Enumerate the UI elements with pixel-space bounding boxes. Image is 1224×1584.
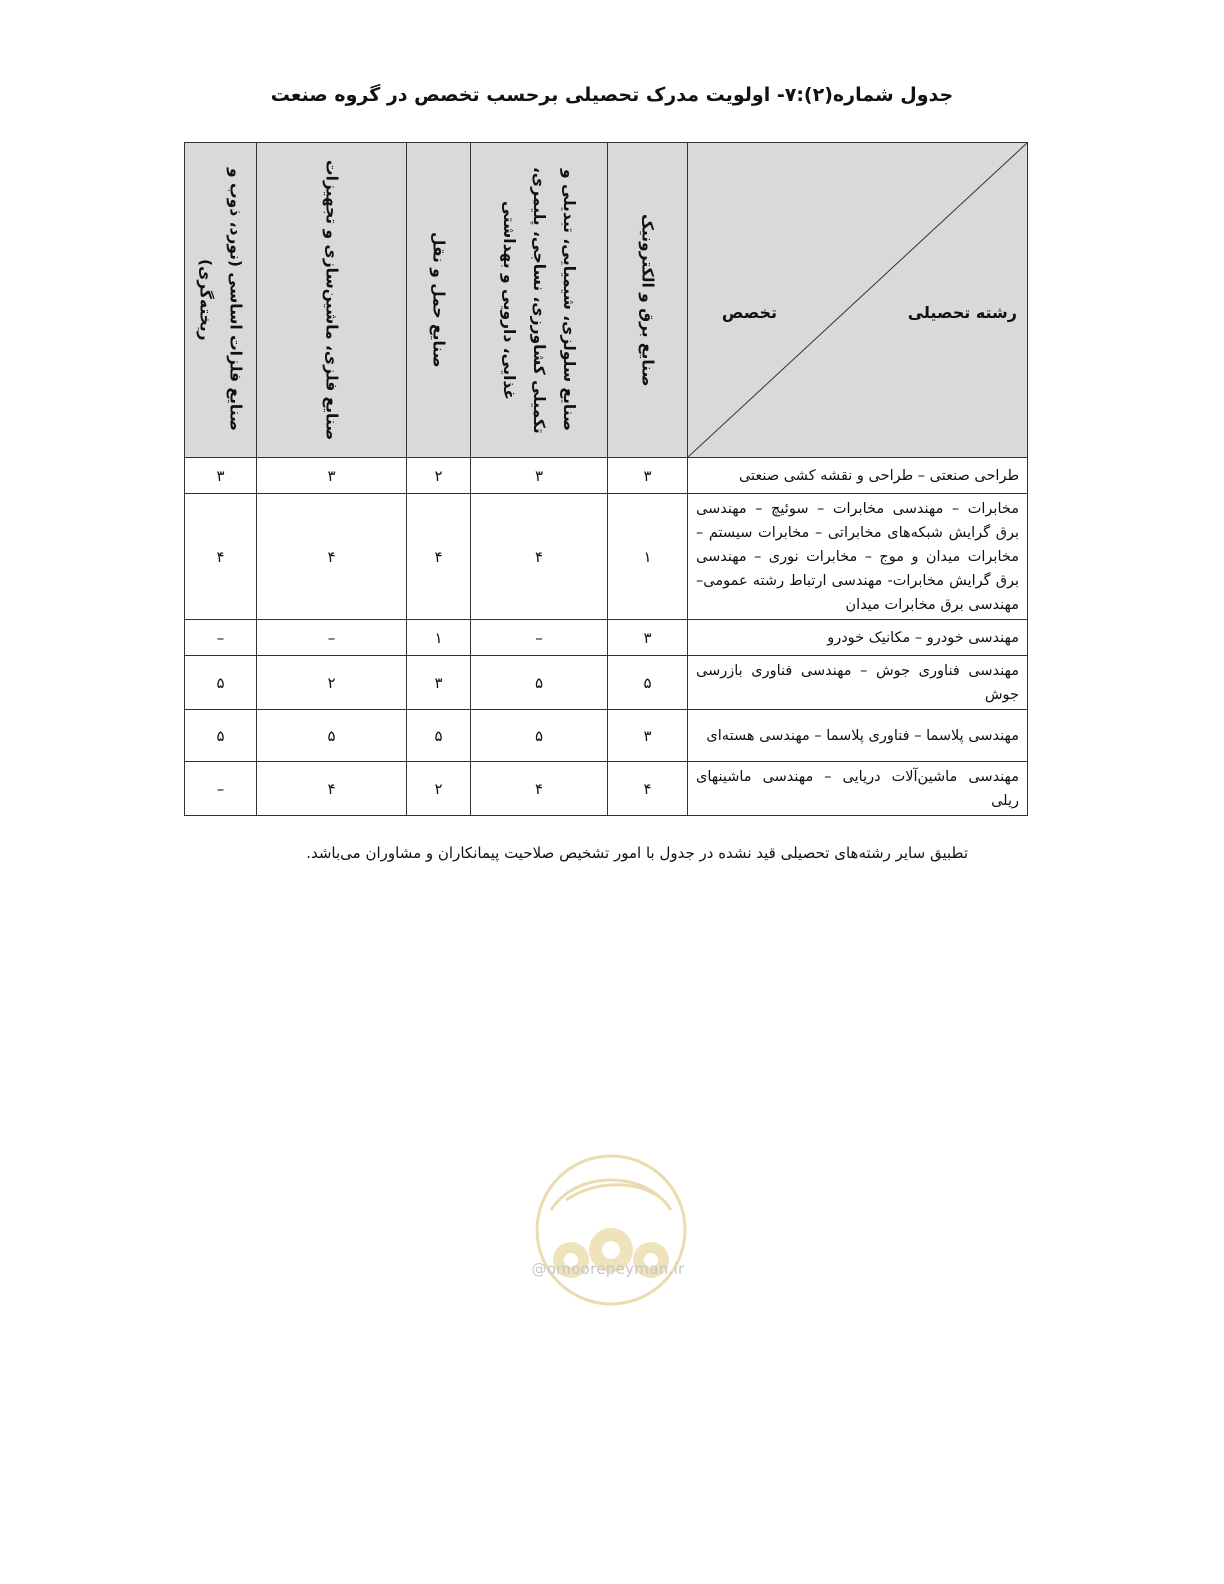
field-cell: طراحی صنعتی – طراحی و نقشه کشی صنعتی (688, 458, 1028, 494)
value-cell: ۳ (608, 710, 688, 762)
corner-header-cell (688, 143, 1028, 458)
table-row (185, 656, 1028, 710)
value-cell: ۵ (608, 656, 688, 710)
value-cell: ۴ (257, 762, 407, 816)
value-cell: ۳ (608, 620, 688, 656)
value-cell: ۴ (185, 494, 257, 620)
value-cell: ۵ (471, 656, 608, 710)
table-row (185, 710, 1028, 762)
value-cell: ۵ (185, 656, 257, 710)
field-cell: مخابرات – مهندسی مخابرات – سوئیچ – مهندسی برق گرایش شبکه‌های مخابراتی – مخابرات سیستم – مخابرات میدان و موج – مخابرات نوری – مهندسی برق گرایش مخابرات- مهندسی ارتباط رشته عمومی–مهندسی برق مخابرات میدان (688, 494, 1028, 620)
value-cell: ۴ (471, 494, 608, 620)
column-header-transport: صنایع حمل و نقل (407, 143, 471, 458)
table-row (185, 762, 1028, 816)
value-cell: ۴ (471, 762, 608, 816)
header-row (185, 143, 1028, 458)
watermark-url: @omoorepeyman.ir (531, 1260, 685, 1278)
value-cell: ۳ (608, 458, 688, 494)
corner-specialty-label: تخصص (721, 303, 777, 322)
table-row (185, 458, 1028, 494)
field-cell: مهندسی فناوری جوش – مهندسی فناوری بازرسی جوش (688, 656, 1028, 710)
value-cell: ۳ (185, 458, 257, 494)
value-cell: ۳ (407, 656, 471, 710)
value-cell: – (257, 620, 407, 656)
column-header-mineral: صنایع فلزات اساسی (نورد، ذوب و ریخته‌گری) (185, 143, 257, 458)
table-row (185, 494, 1028, 620)
table-row (185, 620, 1028, 656)
column-header-metal: صنایع فلزی، ماشین‌سازی و تجهیزات (257, 143, 407, 458)
value-cell: ۵ (185, 710, 257, 762)
footnote: تطبیق سایر رشته‌های تحصیلی قید نشده در جدول با امور تشخیص صلاحیت پیمانکاران و مشاوران می‌باشد. (306, 844, 968, 862)
value-cell: ۲ (407, 762, 471, 816)
value-cell: ۲ (257, 656, 407, 710)
value-cell: – (471, 620, 608, 656)
value-cell: ۲ (407, 458, 471, 494)
corner-field-label: رشته تحصیلی (907, 303, 1017, 322)
value-cell: ۴ (407, 494, 471, 620)
field-cell: مهندسی پلاسما – فناوری پلاسما – مهندسی هسته‌ای (688, 710, 1028, 762)
priority-table (184, 142, 1028, 816)
value-cell: ۴ (257, 494, 407, 620)
value-cell: ۵ (257, 710, 407, 762)
value-cell: ۳ (471, 458, 608, 494)
value-cell: – (185, 762, 257, 816)
field-cell: مهندسی خودرو – مکانیک خودرو (688, 620, 1028, 656)
field-cell: مهندسی ماشین‌آلات دریایی – مهندسی ماشینهای ریلی (688, 762, 1028, 816)
column-header-electrical: صنایع برق و الکترونیک (608, 143, 688, 458)
watermark-logo-icon (496, 1150, 726, 1310)
value-cell: ۵ (407, 710, 471, 762)
column-header-chemical: صنایع سلولزی، شیمیایی، تبدیلی و تکمیلی کشاورزی، نساجی، پلیمری، غذایی، دارویی و بهداشتی (471, 143, 608, 458)
value-cell: – (185, 620, 257, 656)
value-cell: ۱ (407, 620, 471, 656)
diagonal-divider (688, 143, 1027, 457)
value-cell: ۱ (608, 494, 688, 620)
value-cell: ۴ (608, 762, 688, 816)
value-cell: ۵ (471, 710, 608, 762)
table-title: جدول شماره(۲):۷- اولویت مدرک تحصیلی برحسب تخصص در گروه صنعت (270, 84, 954, 106)
value-cell: ۳ (257, 458, 407, 494)
